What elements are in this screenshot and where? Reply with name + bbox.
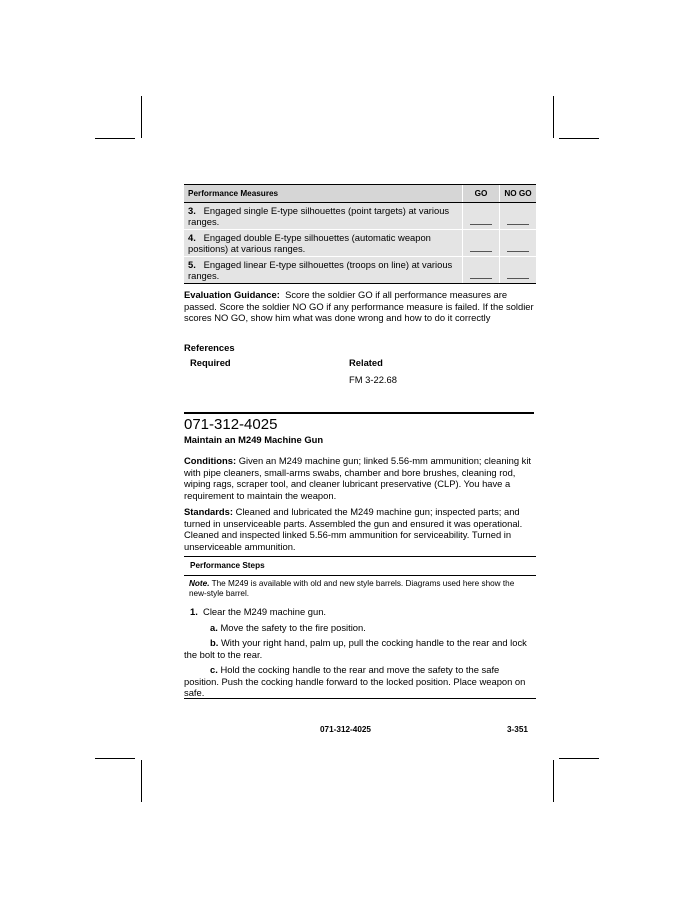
conditions-label: Conditions: — [184, 455, 237, 466]
footer-page-number: 3-351 — [507, 725, 528, 734]
row-number: 3. — [188, 205, 196, 216]
nogo-blank[interactable] — [507, 242, 529, 252]
evaluation-guidance — [184, 289, 536, 324]
go-blank[interactable] — [470, 269, 492, 279]
task-number: 071-312-4025 — [184, 416, 278, 433]
conditions — [184, 455, 536, 501]
crop-mark — [559, 758, 599, 759]
nogo-header: NO GO — [500, 185, 537, 203]
note-label: Note. — [189, 579, 210, 588]
note-text: The M249 is available with old and new style barrels. Diagrams used here show the new-style barrel. — [189, 579, 515, 599]
substep-text: With your right hand, palm up, pull the cocking handle to the rear and lock the bolt to the rear. — [184, 637, 527, 660]
crop-mark — [95, 758, 135, 759]
task-title: Maintain an M249 Machine Gun — [184, 434, 324, 445]
conditions-text: Given an M249 machine gun; linked 5.56-mm ammunition; cleaning kit with pipe cleaners, small-arms swabs, chamber and bore brushes, cleaning rod, wiping rags, scraper tool, and cleaner lubricant preservative (CLP). You have a requirement to maintain the weapon. — [184, 455, 532, 501]
go-blank[interactable] — [470, 215, 492, 225]
performance-steps-header — [184, 556, 536, 576]
crop-mark — [559, 138, 599, 139]
performance-measures-table — [184, 184, 536, 284]
substep-label: b. — [210, 637, 219, 648]
table-row — [184, 257, 536, 284]
standards — [184, 506, 536, 552]
step-number: 1. — [190, 606, 198, 617]
related-reference-item: FM 3-22.68 — [349, 374, 397, 385]
substep-c — [184, 664, 536, 699]
references-related-label: Related — [349, 357, 383, 368]
go-header: GO — [463, 185, 500, 203]
row-text: Engaged double E-type silhouettes (automatic weapon positions) at various ranges. — [188, 232, 431, 254]
substep-label: c. — [210, 664, 218, 675]
crop-mark — [141, 760, 142, 802]
go-blank[interactable] — [470, 242, 492, 252]
bottom-divider — [184, 698, 536, 699]
references-required-label: Required — [190, 357, 231, 368]
references-title: References — [184, 342, 235, 353]
measures-header: Performance Measures — [184, 185, 463, 203]
standards-label: Standards: — [184, 506, 233, 517]
note — [189, 579, 529, 600]
table-row — [184, 203, 536, 230]
crop-mark — [141, 96, 142, 138]
substep-text: Move the safety to the fire position. — [220, 622, 366, 633]
step-text: Clear the M249 machine gun. — [203, 606, 327, 617]
substep-a — [184, 622, 536, 634]
nogo-blank[interactable] — [507, 269, 529, 279]
row-number: 4. — [188, 232, 196, 243]
task-divider — [184, 412, 534, 414]
crop-mark — [553, 760, 554, 802]
step-1 — [190, 606, 530, 618]
row-number: 5. — [188, 259, 196, 270]
evaluation-text: Score the soldier GO if all performance measures are passed. Score the soldier NO GO if any performance measure is failed. If the soldier scores NO GO, show him what was done wrong and how to do it correctly — [184, 289, 534, 324]
footer-task-number: 071-312-4025 — [320, 725, 371, 734]
substep-label: a. — [210, 622, 218, 633]
standards-text: Cleaned and lubricated the M249 machine gun; inspected parts; and turned in unserviceable parts. Assembled the gun and ensured it was operational. Cleaned and inspected linked 5.56-mm ammunition for serviceability. Turned in unserviceable ammunition. — [184, 506, 523, 552]
substep-text: Hold the cocking handle to the rear and move the safety to the safe position. Push the cocking handle forward to the locked position. Place weapon on safe. — [184, 664, 526, 699]
table-row — [184, 230, 536, 257]
row-text: Engaged linear E-type silhouettes (troops on line) at various ranges. — [188, 259, 453, 281]
row-text: Engaged single E-type silhouettes (point targets) at various ranges. — [188, 205, 450, 227]
performance-steps-title: Performance Steps — [190, 561, 265, 570]
nogo-blank[interactable] — [507, 215, 529, 225]
evaluation-label: Evaluation Guidance: — [184, 289, 280, 300]
crop-mark — [553, 96, 554, 138]
crop-mark — [95, 138, 135, 139]
substep-b — [184, 637, 536, 660]
